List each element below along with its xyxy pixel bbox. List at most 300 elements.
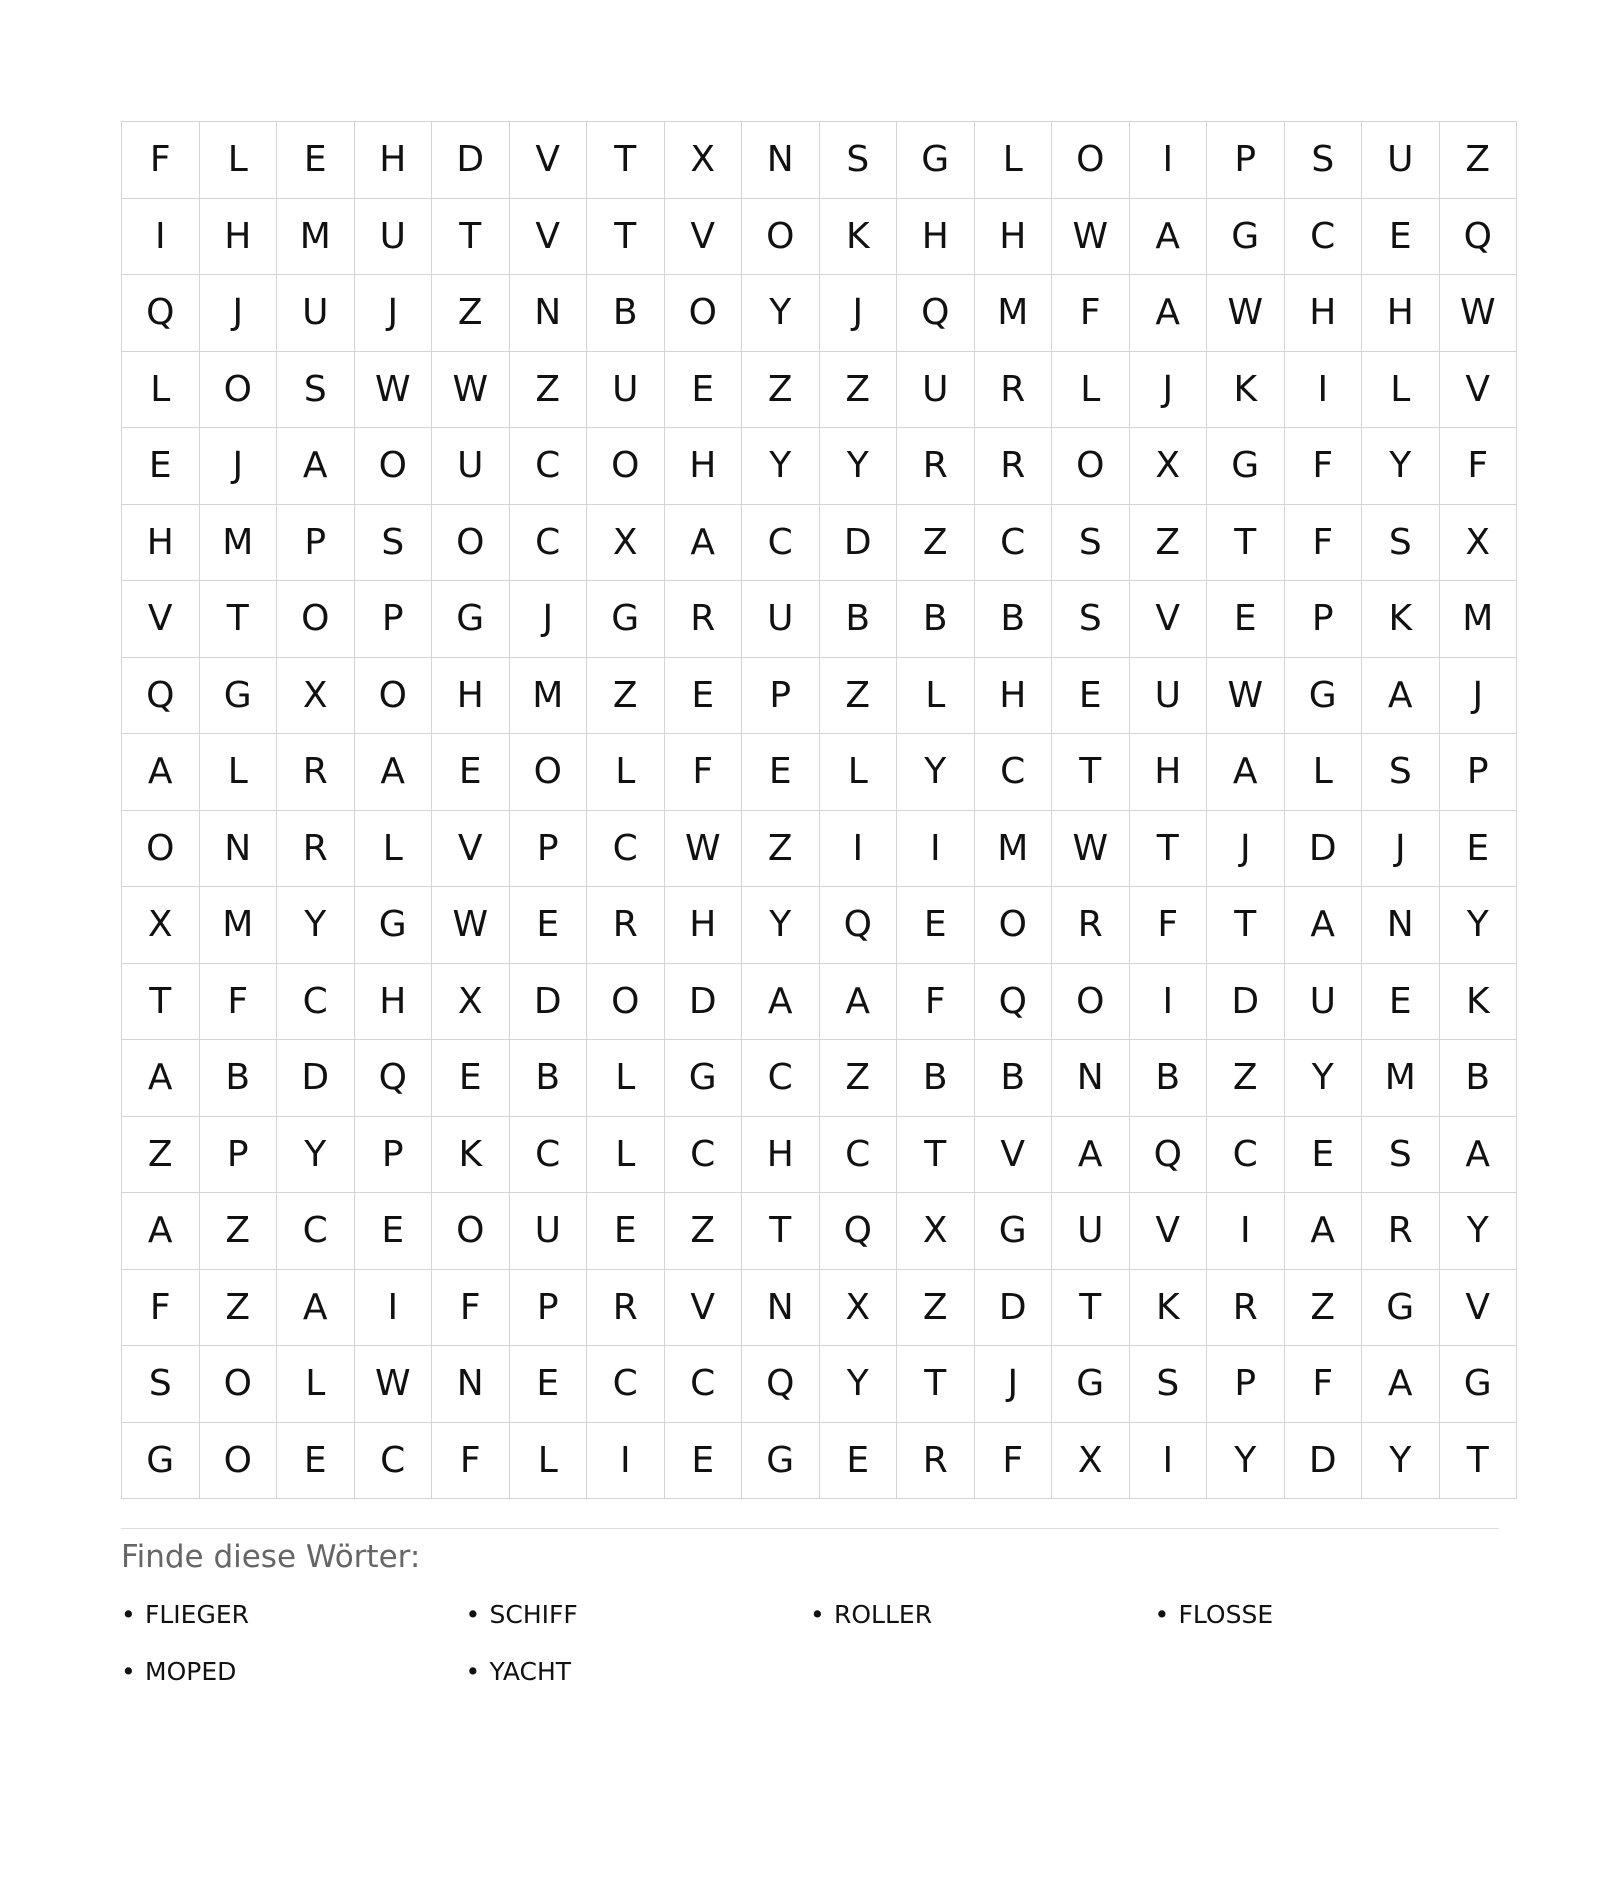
grid-cell[interactable]: Z [742,351,820,428]
grid-cell[interactable]: G [974,1193,1052,1270]
grid-cell[interactable]: R [1362,1193,1440,1270]
grid-cell[interactable]: C [1284,198,1362,275]
grid-cell[interactable]: O [122,810,200,887]
grid-cell[interactable]: E [587,1193,665,1270]
grid-cell[interactable]: S [1362,1116,1440,1193]
grid-cell[interactable]: P [1284,581,1362,658]
grid-cell[interactable]: G [1284,657,1362,734]
grid-cell[interactable]: F [974,1422,1052,1499]
grid-cell[interactable]: A [354,734,432,811]
grid-cell[interactable]: P [509,1269,587,1346]
grid-cell[interactable]: Z [199,1193,277,1270]
grid-cell[interactable]: G [897,122,975,199]
grid-cell[interactable]: S [1052,581,1130,658]
grid-cell[interactable]: D [1207,963,1285,1040]
grid-cell[interactable]: Q [354,1040,432,1117]
grid-cell[interactable]: C [587,810,665,887]
grid-cell[interactable]: I [1129,963,1207,1040]
grid-cell[interactable]: L [819,734,897,811]
grid-cell[interactable]: P [509,810,587,887]
grid-cell[interactable]: Q [742,1346,820,1423]
grid-cell[interactable]: M [199,887,277,964]
grid-cell[interactable]: W [1207,657,1285,734]
grid-cell[interactable]: X [1439,504,1517,581]
grid-cell[interactable]: L [122,351,200,428]
grid-cell[interactable]: C [819,1116,897,1193]
grid-cell[interactable]: C [664,1346,742,1423]
grid-cell[interactable]: I [1207,1193,1285,1270]
grid-cell[interactable]: V [509,198,587,275]
grid-cell[interactable]: N [1052,1040,1130,1117]
grid-cell[interactable]: O [1052,122,1130,199]
grid-cell[interactable]: X [664,122,742,199]
grid-cell[interactable]: T [1207,504,1285,581]
grid-cell[interactable]: G [1207,198,1285,275]
grid-cell[interactable]: S [819,122,897,199]
grid-cell[interactable]: S [1052,504,1130,581]
grid-cell[interactable]: U [897,351,975,428]
grid-cell[interactable]: M [974,275,1052,352]
grid-cell[interactable]: D [432,122,510,199]
grid-cell[interactable]: L [199,122,277,199]
grid-cell[interactable]: A [122,1193,200,1270]
grid-cell[interactable]: Z [1284,1269,1362,1346]
grid-cell[interactable]: S [1362,504,1440,581]
grid-cell[interactable]: B [1439,1040,1517,1117]
grid-cell[interactable]: D [509,963,587,1040]
grid-cell[interactable]: S [277,351,355,428]
grid-cell[interactable]: R [897,1422,975,1499]
grid-cell[interactable]: E [1439,810,1517,887]
grid-cell[interactable]: E [1284,1116,1362,1193]
grid-cell[interactable]: Y [742,887,820,964]
grid-cell[interactable]: F [1129,887,1207,964]
grid-cell[interactable]: L [587,1040,665,1117]
grid-cell[interactable]: C [277,963,355,1040]
grid-cell[interactable]: R [1207,1269,1285,1346]
grid-cell[interactable]: T [1052,734,1130,811]
grid-cell[interactable]: A [1284,887,1362,964]
grid-cell[interactable]: W [1052,198,1130,275]
grid-cell[interactable]: J [974,1346,1052,1423]
grid-cell[interactable]: E [509,1346,587,1423]
grid-cell[interactable]: H [974,198,1052,275]
grid-cell[interactable]: Y [1439,887,1517,964]
grid-cell[interactable]: X [432,963,510,1040]
grid-cell[interactable]: L [199,734,277,811]
grid-cell[interactable]: F [199,963,277,1040]
grid-cell[interactable]: A [277,428,355,505]
grid-cell[interactable]: D [1284,810,1362,887]
grid-cell[interactable]: E [897,887,975,964]
grid-cell[interactable]: J [1129,351,1207,428]
grid-cell[interactable]: U [354,198,432,275]
grid-cell[interactable]: U [509,1193,587,1270]
grid-cell[interactable]: C [509,1116,587,1193]
grid-cell[interactable]: A [742,963,820,1040]
grid-cell[interactable]: U [742,581,820,658]
grid-cell[interactable]: U [587,351,665,428]
grid-cell[interactable]: Z [897,504,975,581]
grid-cell[interactable]: O [509,734,587,811]
grid-cell[interactable]: J [1439,657,1517,734]
grid-cell[interactable]: H [354,963,432,1040]
grid-cell[interactable]: E [819,1422,897,1499]
grid-cell[interactable]: Y [277,1116,355,1193]
grid-cell[interactable]: L [1284,734,1362,811]
grid-cell[interactable]: J [1362,810,1440,887]
grid-cell[interactable]: O [432,504,510,581]
grid-cell[interactable]: G [1439,1346,1517,1423]
grid-cell[interactable]: K [1129,1269,1207,1346]
grid-cell[interactable]: G [664,1040,742,1117]
grid-cell[interactable]: R [974,428,1052,505]
grid-cell[interactable]: U [1129,657,1207,734]
grid-cell[interactable]: N [742,122,820,199]
grid-cell[interactable]: V [664,1269,742,1346]
grid-cell[interactable]: Q [1439,198,1517,275]
grid-cell[interactable]: L [974,122,1052,199]
grid-cell[interactable]: I [897,810,975,887]
grid-cell[interactable]: E [509,887,587,964]
grid-cell[interactable]: T [199,581,277,658]
grid-cell[interactable]: U [1052,1193,1130,1270]
grid-cell[interactable]: V [1439,351,1517,428]
grid-cell[interactable]: T [1439,1422,1517,1499]
grid-cell[interactable]: M [1362,1040,1440,1117]
grid-cell[interactable]: Q [819,887,897,964]
grid-cell[interactable]: T [587,198,665,275]
grid-cell[interactable]: Q [122,657,200,734]
grid-cell[interactable]: K [1362,581,1440,658]
grid-cell[interactable]: T [587,122,665,199]
grid-cell[interactable]: B [509,1040,587,1117]
grid-cell[interactable]: Q [122,275,200,352]
grid-cell[interactable]: Y [1207,1422,1285,1499]
grid-cell[interactable]: H [664,428,742,505]
grid-cell[interactable]: W [1207,275,1285,352]
grid-cell[interactable]: C [1207,1116,1285,1193]
grid-cell[interactable]: H [122,504,200,581]
grid-cell[interactable]: W [354,1346,432,1423]
grid-cell[interactable]: L [1052,351,1130,428]
grid-cell[interactable]: A [122,734,200,811]
grid-cell[interactable]: H [742,1116,820,1193]
grid-cell[interactable]: Z [742,810,820,887]
grid-cell[interactable]: P [277,504,355,581]
grid-cell[interactable]: W [1439,275,1517,352]
grid-cell[interactable]: G [432,581,510,658]
grid-cell[interactable]: M [1439,581,1517,658]
grid-cell[interactable]: S [1284,122,1362,199]
grid-cell[interactable]: G [354,887,432,964]
grid-cell[interactable]: M [277,198,355,275]
grid-cell[interactable]: B [974,581,1052,658]
grid-cell[interactable]: Z [432,275,510,352]
grid-cell[interactable]: Y [819,1346,897,1423]
grid-cell[interactable]: B [587,275,665,352]
grid-cell[interactable]: G [1052,1346,1130,1423]
grid-cell[interactable]: K [1207,351,1285,428]
grid-cell[interactable]: P [354,1116,432,1193]
grid-cell[interactable]: F [1284,1346,1362,1423]
grid-cell[interactable]: Z [1207,1040,1285,1117]
grid-cell[interactable]: Y [1439,1193,1517,1270]
grid-cell[interactable]: I [1129,1422,1207,1499]
grid-cell[interactable]: D [277,1040,355,1117]
grid-cell[interactable]: Z [509,351,587,428]
grid-cell[interactable]: V [1129,581,1207,658]
grid-cell[interactable]: O [199,1422,277,1499]
grid-cell[interactable]: M [974,810,1052,887]
grid-cell[interactable]: L [1362,351,1440,428]
grid-cell[interactable]: F [1439,428,1517,505]
grid-cell[interactable]: R [277,810,355,887]
grid-cell[interactable]: G [199,657,277,734]
grid-cell[interactable]: B [897,581,975,658]
grid-cell[interactable]: Z [587,657,665,734]
grid-cell[interactable]: T [1052,1269,1130,1346]
grid-cell[interactable]: E [1052,657,1130,734]
grid-cell[interactable]: Z [199,1269,277,1346]
grid-cell[interactable]: L [587,1116,665,1193]
grid-cell[interactable]: R [1052,887,1130,964]
grid-cell[interactable]: A [1052,1116,1130,1193]
grid-cell[interactable]: T [742,1193,820,1270]
grid-cell[interactable]: H [897,198,975,275]
grid-cell[interactable]: Z [1439,122,1517,199]
grid-cell[interactable]: A [1284,1193,1362,1270]
grid-cell[interactable]: S [122,1346,200,1423]
grid-cell[interactable]: I [819,810,897,887]
grid-cell[interactable]: E [277,122,355,199]
grid-cell[interactable]: B [1129,1040,1207,1117]
grid-cell[interactable]: V [509,122,587,199]
grid-cell[interactable]: U [1284,963,1362,1040]
grid-cell[interactable]: Z [819,657,897,734]
grid-cell[interactable]: J [509,581,587,658]
grid-cell[interactable]: H [354,122,432,199]
grid-cell[interactable]: Z [819,351,897,428]
grid-cell[interactable]: P [1207,1346,1285,1423]
grid-cell[interactable]: O [742,198,820,275]
grid-cell[interactable]: J [199,428,277,505]
grid-cell[interactable]: E [742,734,820,811]
grid-cell[interactable]: Y [1284,1040,1362,1117]
grid-cell[interactable]: V [122,581,200,658]
grid-cell[interactable]: G [122,1422,200,1499]
grid-cell[interactable]: G [1362,1269,1440,1346]
grid-cell[interactable]: W [664,810,742,887]
grid-cell[interactable]: N [199,810,277,887]
grid-cell[interactable]: O [587,428,665,505]
grid-cell[interactable]: X [1052,1422,1130,1499]
grid-cell[interactable]: V [1439,1269,1517,1346]
grid-cell[interactable]: D [819,504,897,581]
grid-cell[interactable]: U [432,428,510,505]
grid-cell[interactable]: U [1362,122,1440,199]
grid-cell[interactable]: N [432,1346,510,1423]
grid-cell[interactable]: A [664,504,742,581]
grid-cell[interactable]: H [974,657,1052,734]
grid-cell[interactable]: N [509,275,587,352]
grid-cell[interactable]: C [277,1193,355,1270]
grid-cell[interactable]: S [1362,734,1440,811]
grid-cell[interactable]: I [587,1422,665,1499]
grid-cell[interactable]: X [897,1193,975,1270]
grid-cell[interactable]: O [199,1346,277,1423]
grid-cell[interactable]: W [354,351,432,428]
grid-cell[interactable]: R [277,734,355,811]
grid-cell[interactable]: Q [974,963,1052,1040]
grid-cell[interactable]: V [974,1116,1052,1193]
grid-cell[interactable]: C [509,504,587,581]
grid-cell[interactable]: V [1129,1193,1207,1270]
grid-cell[interactable]: I [1284,351,1362,428]
grid-cell[interactable]: P [354,581,432,658]
grid-cell[interactable]: A [122,1040,200,1117]
grid-cell[interactable]: A [819,963,897,1040]
grid-cell[interactable]: O [277,581,355,658]
grid-cell[interactable]: F [122,1269,200,1346]
grid-cell[interactable]: V [664,198,742,275]
grid-cell[interactable]: Z [122,1116,200,1193]
grid-cell[interactable]: G [1207,428,1285,505]
grid-cell[interactable]: X [587,504,665,581]
grid-cell[interactable]: Z [897,1269,975,1346]
grid-cell[interactable]: F [122,122,200,199]
grid-cell[interactable]: P [1439,734,1517,811]
grid-cell[interactable]: F [897,963,975,1040]
grid-cell[interactable]: Y [819,428,897,505]
grid-cell[interactable]: P [1207,122,1285,199]
grid-cell[interactable]: F [432,1422,510,1499]
grid-cell[interactable]: Y [277,887,355,964]
grid-cell[interactable]: F [1284,504,1362,581]
grid-cell[interactable]: Y [742,428,820,505]
grid-cell[interactable]: X [819,1269,897,1346]
grid-cell[interactable]: T [1129,810,1207,887]
grid-cell[interactable]: J [354,275,432,352]
grid-cell[interactable]: C [974,504,1052,581]
grid-cell[interactable]: E [432,1040,510,1117]
grid-cell[interactable]: M [199,504,277,581]
grid-cell[interactable]: R [897,428,975,505]
grid-cell[interactable]: O [1052,963,1130,1040]
grid-cell[interactable]: I [354,1269,432,1346]
grid-cell[interactable]: R [587,887,665,964]
grid-cell[interactable]: O [432,1193,510,1270]
grid-cell[interactable]: H [1362,275,1440,352]
grid-cell[interactable]: N [1362,887,1440,964]
grid-cell[interactable]: S [1129,1346,1207,1423]
grid-cell[interactable]: Y [897,734,975,811]
grid-cell[interactable]: K [819,198,897,275]
grid-cell[interactable]: L [354,810,432,887]
grid-cell[interactable]: T [897,1346,975,1423]
grid-cell[interactable]: Q [897,275,975,352]
grid-cell[interactable]: F [664,734,742,811]
grid-cell[interactable]: I [1129,122,1207,199]
grid-cell[interactable]: Y [1362,428,1440,505]
grid-cell[interactable]: Q [819,1193,897,1270]
grid-cell[interactable]: N [742,1269,820,1346]
grid-cell[interactable]: E [432,734,510,811]
grid-cell[interactable]: C [742,504,820,581]
grid-cell[interactable]: I [122,198,200,275]
grid-cell[interactable]: P [199,1116,277,1193]
grid-cell[interactable]: A [277,1269,355,1346]
grid-cell[interactable]: Y [742,275,820,352]
grid-cell[interactable]: U [277,275,355,352]
grid-cell[interactable]: L [277,1346,355,1423]
grid-cell[interactable]: S [354,504,432,581]
grid-cell[interactable]: O [1052,428,1130,505]
grid-cell[interactable]: C [742,1040,820,1117]
grid-cell[interactable]: H [1284,275,1362,352]
grid-cell[interactable]: D [974,1269,1052,1346]
grid-cell[interactable]: J [1207,810,1285,887]
grid-cell[interactable]: C [664,1116,742,1193]
grid-cell[interactable]: Y [1362,1422,1440,1499]
grid-cell[interactable]: F [432,1269,510,1346]
grid-cell[interactable]: E [277,1422,355,1499]
grid-cell[interactable]: J [199,275,277,352]
grid-cell[interactable]: H [432,657,510,734]
grid-cell[interactable]: W [1052,810,1130,887]
grid-cell[interactable]: O [354,657,432,734]
grid-cell[interactable]: E [1362,963,1440,1040]
grid-cell[interactable]: B [819,581,897,658]
grid-cell[interactable]: O [354,428,432,505]
grid-cell[interactable]: G [587,581,665,658]
grid-cell[interactable]: M [509,657,587,734]
grid-cell[interactable]: L [587,734,665,811]
grid-cell[interactable]: R [974,351,1052,428]
grid-cell[interactable]: A [1129,275,1207,352]
grid-cell[interactable]: A [1439,1116,1517,1193]
grid-cell[interactable]: W [432,351,510,428]
grid-cell[interactable]: E [1362,198,1440,275]
grid-cell[interactable]: A [1207,734,1285,811]
grid-cell[interactable]: B [974,1040,1052,1117]
grid-cell[interactable]: T [122,963,200,1040]
grid-cell[interactable]: O [199,351,277,428]
grid-cell[interactable]: E [122,428,200,505]
grid-cell[interactable]: T [1207,887,1285,964]
grid-cell[interactable]: E [354,1193,432,1270]
grid-cell[interactable]: F [1052,275,1130,352]
grid-cell[interactable]: K [1439,963,1517,1040]
grid-cell[interactable]: L [897,657,975,734]
grid-cell[interactable]: E [1207,581,1285,658]
grid-cell[interactable]: Z [664,1193,742,1270]
grid-cell[interactable]: C [354,1422,432,1499]
grid-cell[interactable]: A [1129,198,1207,275]
grid-cell[interactable]: B [897,1040,975,1117]
grid-cell[interactable]: H [1129,734,1207,811]
grid-cell[interactable]: H [664,887,742,964]
grid-cell[interactable]: E [664,1422,742,1499]
grid-cell[interactable]: D [1284,1422,1362,1499]
grid-cell[interactable]: F [1284,428,1362,505]
grid-cell[interactable]: O [587,963,665,1040]
grid-cell[interactable]: R [587,1269,665,1346]
grid-cell[interactable]: X [122,887,200,964]
grid-cell[interactable]: H [199,198,277,275]
grid-cell[interactable]: T [432,198,510,275]
grid-cell[interactable]: Z [1129,504,1207,581]
